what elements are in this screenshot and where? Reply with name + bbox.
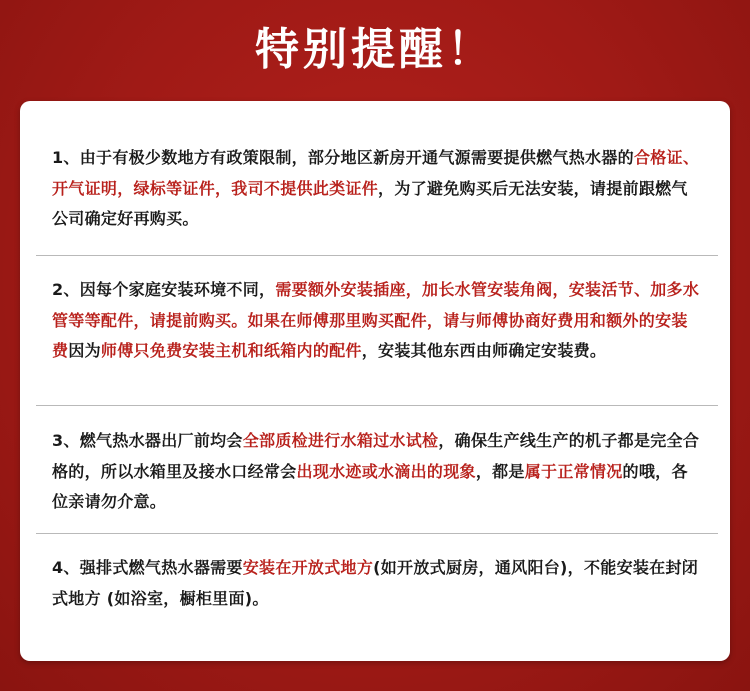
notice-text-segment: ，确保生产线生产的机子都是完全合格的，所以水箱里及接水口经常会: [52, 431, 700, 481]
notice-text-segment: 4、强排式燃气热水器需要: [52, 558, 243, 577]
notice-highlight-segment: 安装在开放式地方: [242, 558, 374, 577]
notice-item-2: [52, 275, 702, 367]
notice-highlight-segment: 师傅只免费安装主机和纸箱内的配件: [100, 341, 362, 360]
notice-highlight-segment: 需要额外安装插座，加长水管安装角阀，安装活节、加多水管等等配件，请提前购买。如果在师傅那里购买配件，请与师傅协商好费用和额外的安装费: [52, 280, 700, 360]
notice-highlight-segment: 属于正常情况: [524, 461, 623, 481]
notice-text-segment: 2、因每个家庭安装环境不同，: [52, 280, 276, 299]
notice-text-segment: ，都是: [475, 461, 525, 481]
page-title: 特别提醒！: [255, 24, 495, 75]
notice-item-4: [52, 553, 702, 614]
notice-text-segment: ，为了避免购买后无法安装，请提前跟燃气公司确定好再购买。: [52, 178, 688, 228]
notice-item-3: [52, 426, 702, 518]
notice-text-segment: 3、燃气热水器出厂前均会: [52, 431, 243, 450]
section-divider: [36, 405, 718, 406]
notice-highlight-segment: 合格证、开气证明，绿标等证件，我司不提供此类证件: [52, 148, 700, 198]
notice-highlight-segment: 全部质检进行水箱过水试检: [242, 431, 439, 450]
notice-text-segment: ，安装其他东西由师确定安装费。: [361, 341, 607, 360]
notice-item-1: [52, 143, 702, 235]
notice-text-segment: 因为: [68, 341, 101, 360]
notice-card: [20, 101, 730, 661]
section-divider: [36, 533, 718, 534]
section-divider: [36, 255, 718, 256]
notice-text-segment: 1、由于有极少数地方有政策限制，部分地区新房开通气源需要提供燃气热水器的: [52, 148, 634, 167]
notice-text-segment: 的哦，各位亲请勿介意。: [52, 461, 688, 511]
notice-highlight-segment: 出现水迹或水滴出的现象: [296, 461, 476, 481]
notice-text-segment: (如开放式厨房，通风阳台)，不能安装在封闭式地方 (如浴室，橱柜里面)。: [52, 558, 699, 608]
